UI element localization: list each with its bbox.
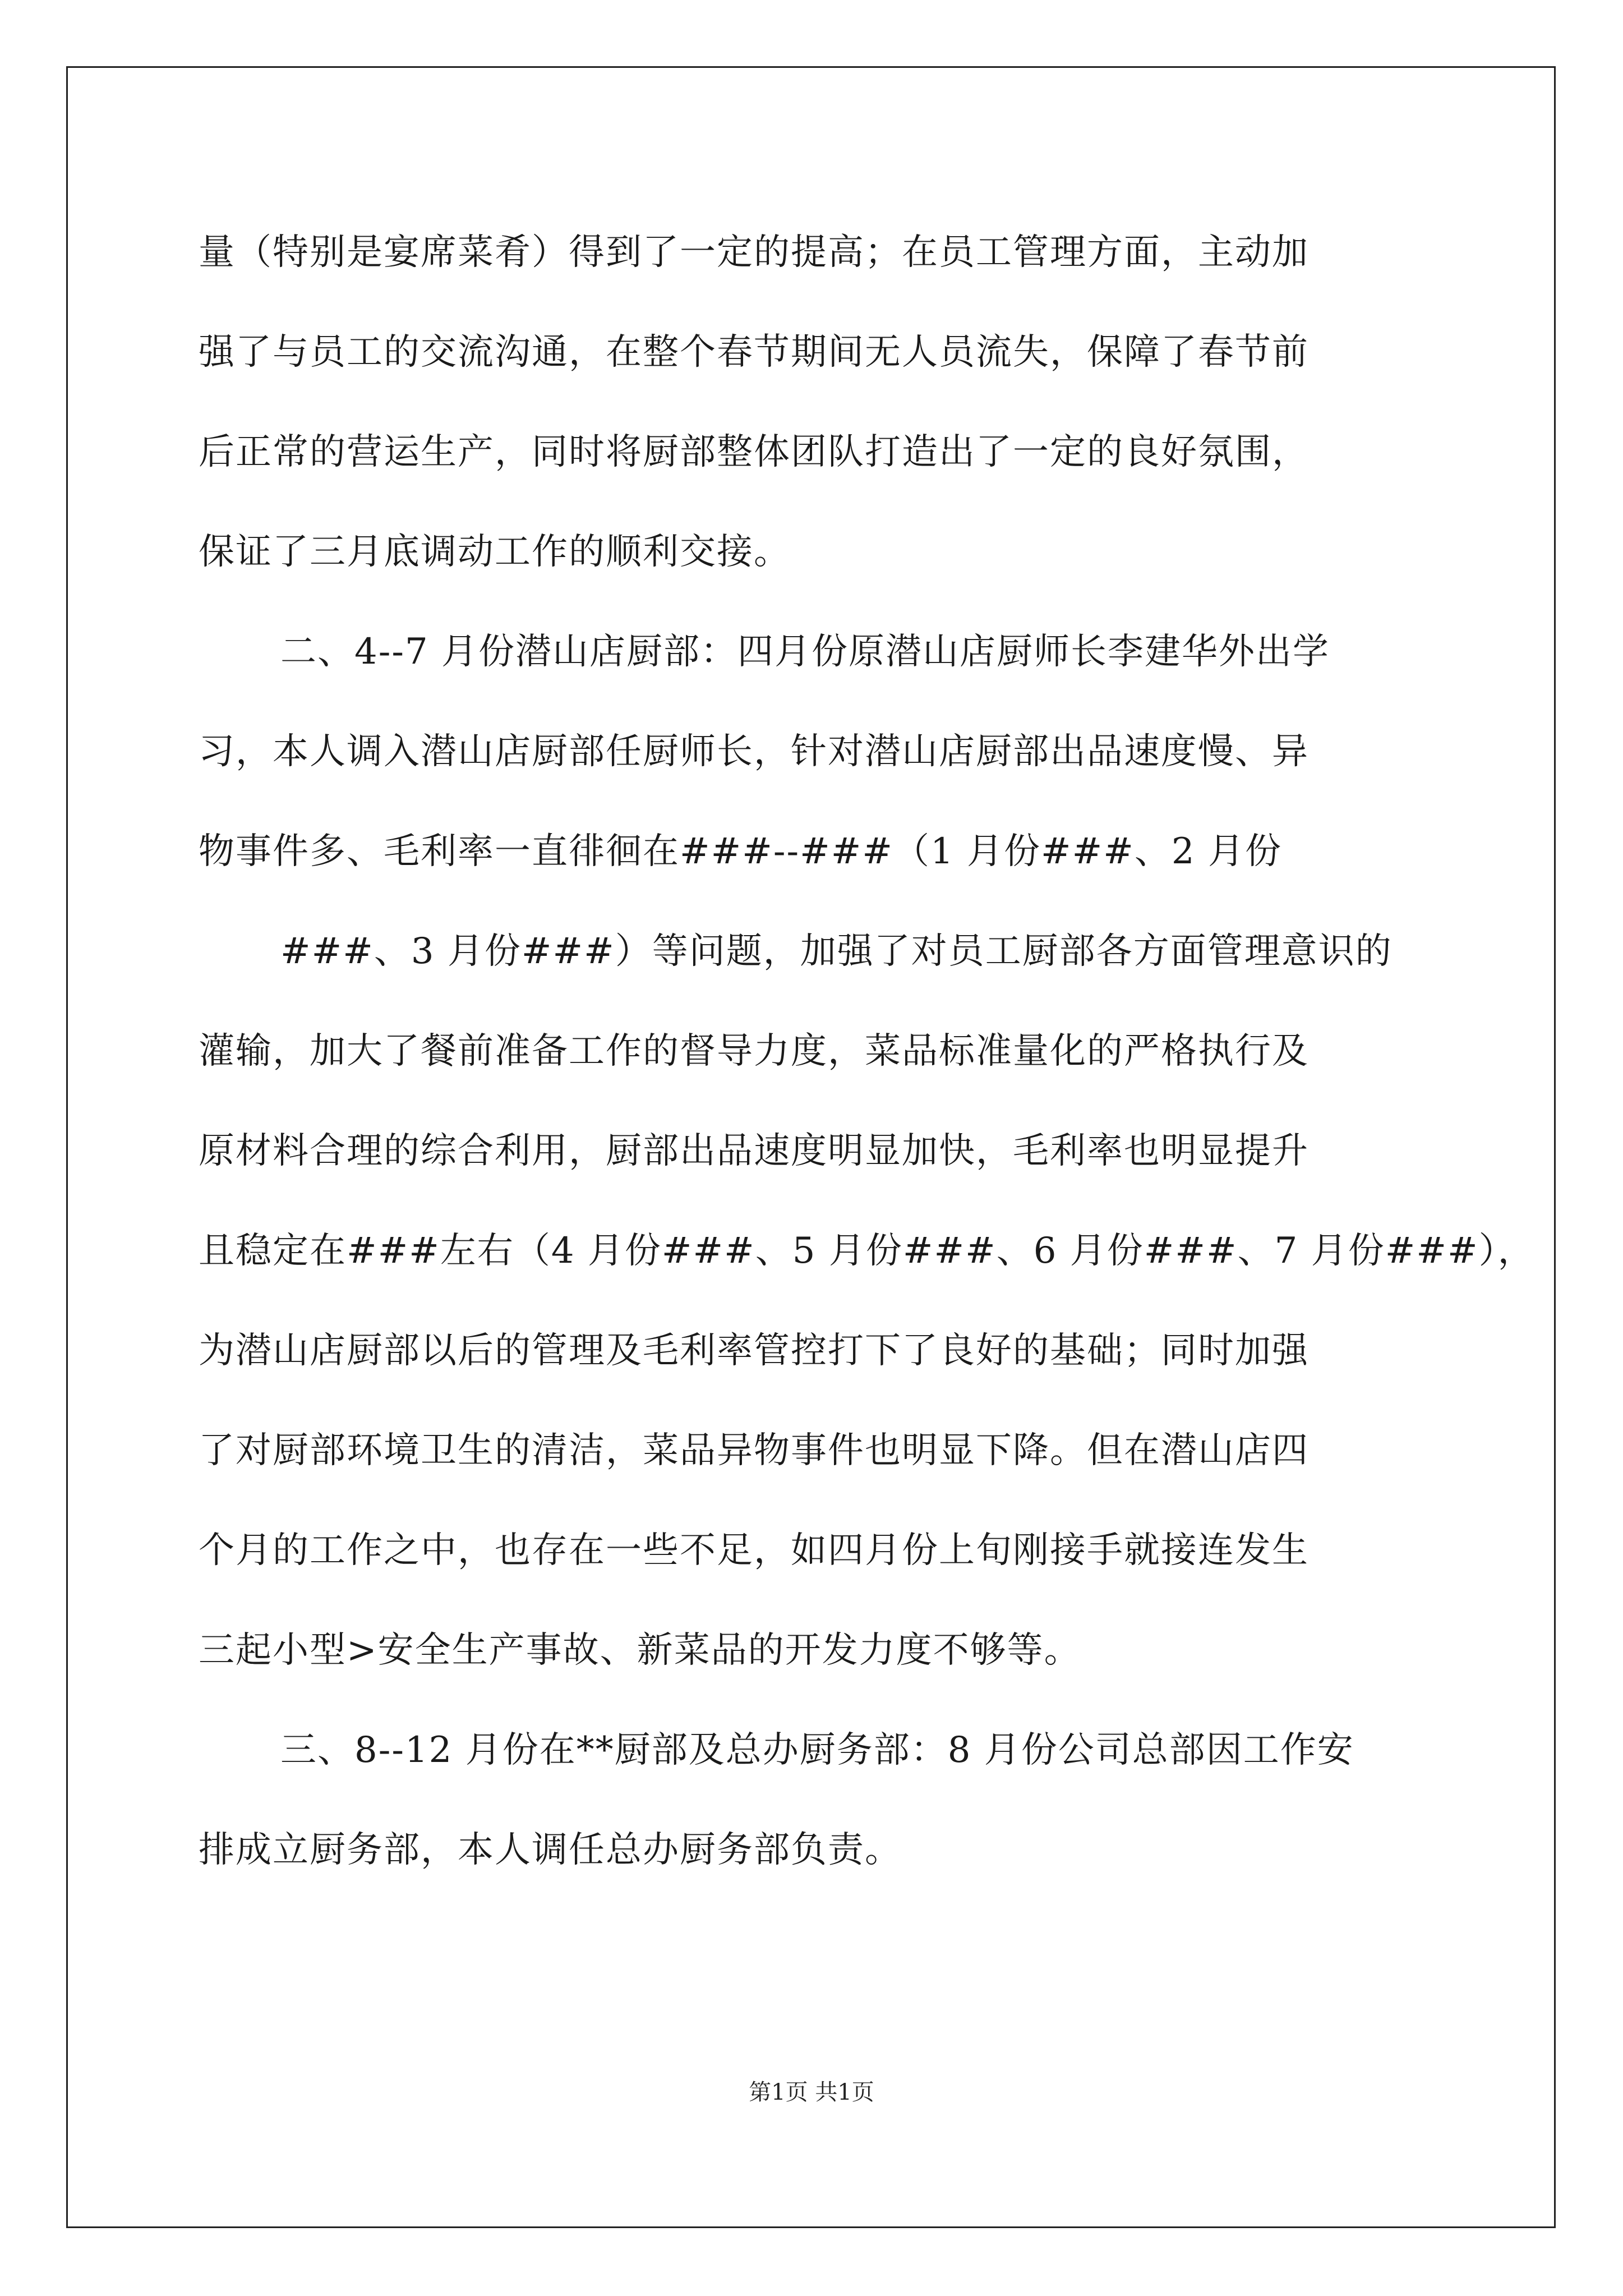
paragraph-line: 了对厨部环境卫生的清洁，菜品异物事件也明显下降。但在潜山店四 bbox=[199, 1430, 1309, 1471]
paragraph-line: 三、8--12 月份在**厨部及总办厨务部：8 月份公司总部因工作安 bbox=[280, 1729, 1354, 1771]
paragraph-line: ###、3 月份###）等问题，加强了对员工厨部各方面管理意识的 bbox=[280, 931, 1393, 972]
paragraph-line: 排成立厨务部，本人调任总办厨务部负责。 bbox=[199, 1829, 902, 1871]
paragraph-line: 习，本人调入潜山店厨部任厨师长，针对潜山店厨部出品速度慢、异 bbox=[199, 731, 1309, 772]
paragraph-line: 原材料合理的综合利用，厨部出品速度明显加快，毛利率也明显提升 bbox=[199, 1130, 1309, 1172]
paragraph-line: 二、4--7 月份潜山店厨部：四月份原潜山店厨师长李建华外出学 bbox=[280, 631, 1330, 673]
paragraph-line: 且稳定在###左右（4 月份###、5 月份###、6 月份###、7 月份###）， bbox=[199, 1230, 1535, 1272]
paragraph-line: 三起小型>安全生产事故、新菜品的开发力度不够等。 bbox=[199, 1630, 1081, 1671]
paragraph-line: 物事件多、毛利率一直徘徊在###--###（1 月份###、2 月份 bbox=[199, 831, 1282, 872]
paragraph-line: 保证了三月底调动工作的顺利交接。 bbox=[199, 531, 791, 573]
paragraph-line: 量（特别是宴席菜肴）得到了一定的提高；在员工管理方面，主动加 bbox=[199, 232, 1309, 273]
paragraph-line: 为潜山店厨部以后的管理及毛利率管控打下了良好的基础；同时加强 bbox=[199, 1330, 1309, 1372]
paragraph-line: 灌输，加大了餐前准备工作的督导力度，菜品标准量化的严格执行及 bbox=[199, 1030, 1309, 1072]
paragraph-line: 个月的工作之中，也存在一些不足，如四月份上旬刚接手就接连发生 bbox=[199, 1530, 1309, 1571]
paragraph-line: 强了与员工的交流沟通，在整个春节期间无人员流失，保障了春节前 bbox=[199, 332, 1309, 373]
page-number-footer: 第1页 共1页 bbox=[749, 2079, 874, 2105]
paragraph-line: 后正常的营运生产，同时将厨部整体团队打造出了一定的良好氛围， bbox=[199, 431, 1309, 473]
